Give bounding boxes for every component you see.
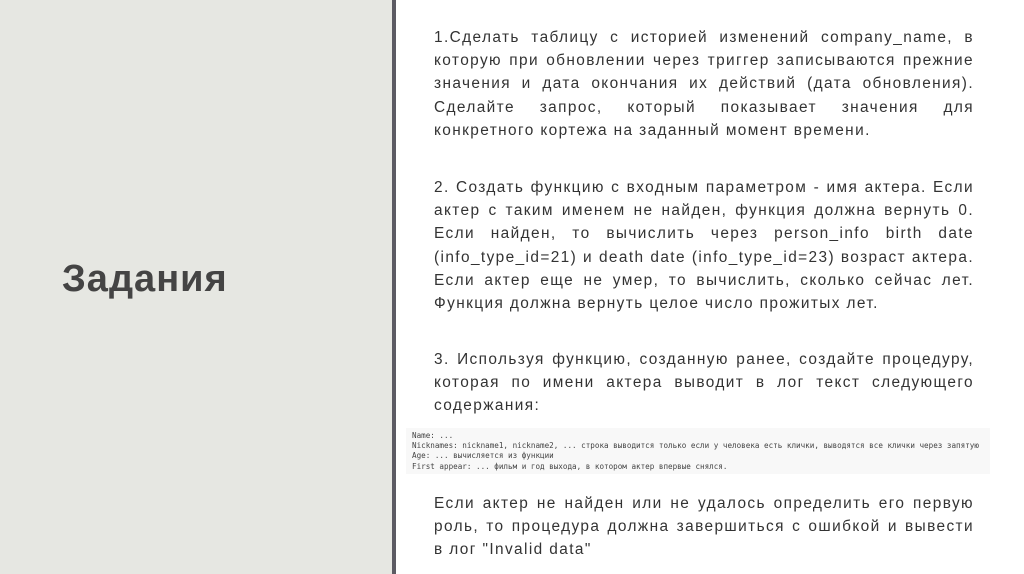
log-output-example (406, 428, 990, 474)
task-1-text: 1.Сделать таблицу с историей изменений company_name, в которую при обновлении через триггер записываются прежние значения и дата окончания их действий (дата обновления). Сделайте запрос, который показывает значения для конкретного кортежа на заданный момент времени. (434, 29, 974, 139)
title-panel (0, 0, 392, 574)
code-line-age: Age: ... вычисляется из функции (412, 451, 554, 461)
code-line-nicknames: Nicknames: nickname1, nickname2, ... строка выводится только если у человека есть клички, выводятся все клички через запятую (412, 441, 979, 451)
slide-title: Задания (62, 258, 228, 300)
task-3-text: 3. Используя функцию, созданную ранее, создайте процедуру, которая по имени актера выводит в лог текст следующего содержания: (434, 351, 974, 415)
task-2-text: 2. Создать функцию с входным параметром - имя актера. Если актер с таким именем не найден, функция должна вернуть 0. Если найден, то вычислить через person_info birth date (info_type_id=21) и death date (info_type_id=23) возраст актера. Если актер еще не умер, то вычислить, сколько сейчас лет. Функция должна вернуть целое число прожитых лет. (434, 179, 974, 313)
vertical-divider (392, 0, 396, 574)
code-line-first-appear: First appear: ... фильм и год выхода, в котором актер впервые снялся. (412, 461, 728, 471)
code-line-name: Name: ... (412, 431, 454, 440)
final-note-text: Если актер не найден или не удалось определить его первую роль, то процедура должна завершиться с ошибкой и вывести в лог "Invalid data" (434, 495, 974, 559)
